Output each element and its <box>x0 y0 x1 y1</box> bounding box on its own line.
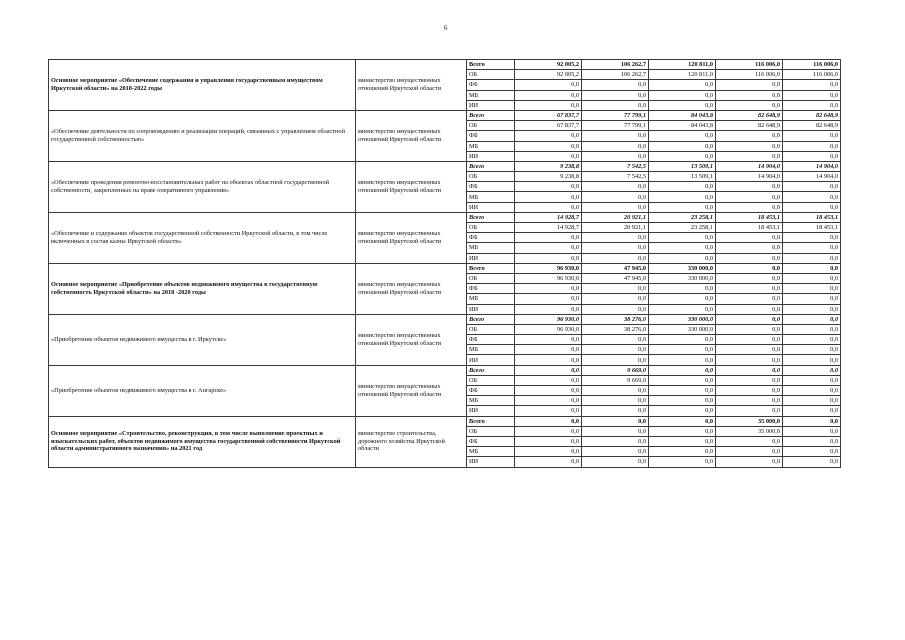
amount-cell: 14 904,0 <box>716 161 783 171</box>
measure-description: Основное мероприятие «Обеспечение содержания и управления государственным имуществом Иркутской области» на 2018-2022 годы <box>49 60 356 111</box>
amount-cell: 0,0 <box>582 345 649 355</box>
funding-source: Всего <box>467 60 515 70</box>
amount-cell: 0,0 <box>582 406 649 416</box>
funding-source: Всего <box>467 314 515 324</box>
amount-cell: 0,0 <box>515 406 582 416</box>
amount-cell: 0,0 <box>783 457 841 467</box>
amount-cell: 0,0 <box>716 131 783 141</box>
amount-cell: 20 921,1 <box>582 212 649 222</box>
amount-cell: 38 276,0 <box>582 324 649 334</box>
amount-cell: 0,0 <box>783 426 841 436</box>
funding-source: ИИ <box>467 253 515 263</box>
measure-description: «Обеспечение деятельности по сопровождению и реализации операций, связанных с управлением областной государственной собственностью» <box>49 110 356 161</box>
amount-cell: 0,0 <box>582 141 649 151</box>
amount-cell: 0,0 <box>649 396 716 406</box>
amount-cell: 0,0 <box>783 355 841 365</box>
measure-description: «Обеспечение и содержание объектов государственной собственности Иркутской области, в том числе включенных в состав казны Иркутской области» <box>49 212 356 263</box>
funding-source: ФБ <box>467 436 515 446</box>
amount-cell: 0,0 <box>515 90 582 100</box>
funding-source: МБ <box>467 345 515 355</box>
amount-cell: 82 648,9 <box>716 121 783 131</box>
amount-cell: 0,0 <box>515 416 582 426</box>
funding-source: Всего <box>467 416 515 426</box>
amount-cell: 116 006,0 <box>783 60 841 70</box>
amount-cell: 0,0 <box>783 304 841 314</box>
amount-cell: 0,0 <box>783 386 841 396</box>
amount-cell: 0,0 <box>716 386 783 396</box>
amount-cell: 0,0 <box>582 131 649 141</box>
amount-cell: 84 043,8 <box>649 110 716 120</box>
amount-cell: 0,0 <box>716 396 783 406</box>
amount-cell: 9 238,8 <box>515 161 582 171</box>
funding-source: ОБ <box>467 375 515 385</box>
amount-cell: 0,0 <box>649 100 716 110</box>
amount-cell: 38 276,0 <box>582 314 649 324</box>
amount-cell: 14 928,7 <box>515 223 582 233</box>
amount-cell: 47 945,0 <box>582 273 649 283</box>
amount-cell: 0,0 <box>515 192 582 202</box>
amount-cell: 0,0 <box>649 386 716 396</box>
amount-cell: 0,0 <box>649 304 716 314</box>
measure-description: «Приобретение объектов недвижимого имущества в г. Ангарске» <box>49 365 356 416</box>
amount-cell: 0,0 <box>582 426 649 436</box>
amount-cell: 0,0 <box>649 80 716 90</box>
amount-cell: 0,0 <box>515 80 582 90</box>
amount-cell: 23 258,1 <box>649 223 716 233</box>
amount-cell: 0,0 <box>716 273 783 283</box>
amount-cell: 9 669,0 <box>582 375 649 385</box>
measure-description: Основное мероприятие «Приобретение объектов недвижимого имущества в государственную собственность Иркутской области» на 2018 -2020 годы <box>49 263 356 314</box>
amount-cell: 0,0 <box>783 406 841 416</box>
amount-cell: 0,0 <box>783 80 841 90</box>
amount-cell: 0,0 <box>649 447 716 457</box>
funding-source: ИИ <box>467 100 515 110</box>
amount-cell: 0,0 <box>515 151 582 161</box>
amount-cell: 0,0 <box>783 202 841 212</box>
amount-cell: 0,0 <box>649 202 716 212</box>
amount-cell: 0,0 <box>783 396 841 406</box>
amount-cell: 120 811,0 <box>649 70 716 80</box>
responsible-organization: министерство имущественных отношений Иркутской области <box>356 161 467 212</box>
amount-cell: 7 542,5 <box>582 172 649 182</box>
amount-cell: 18 453,1 <box>783 223 841 233</box>
amount-cell: 0,0 <box>716 457 783 467</box>
funding-source: ОБ <box>467 70 515 80</box>
amount-cell: 0,0 <box>582 80 649 90</box>
amount-cell: 9 238,8 <box>515 172 582 182</box>
amount-cell: 120 811,0 <box>649 60 716 70</box>
amount-cell: 0,0 <box>783 243 841 253</box>
amount-cell: 0,0 <box>582 253 649 263</box>
amount-cell: 0,0 <box>783 233 841 243</box>
table-row-total <box>49 110 841 120</box>
amount-cell: 0,0 <box>515 100 582 110</box>
funding-source: ФБ <box>467 233 515 243</box>
responsible-organization: министерство имущественных отношений Иркутской области <box>356 212 467 263</box>
amount-cell: 0,0 <box>783 273 841 283</box>
amount-cell: 0,0 <box>515 253 582 263</box>
amount-cell: 0,0 <box>716 375 783 385</box>
funding-source: МБ <box>467 447 515 457</box>
amount-cell: 0,0 <box>649 151 716 161</box>
table-row-total <box>49 60 841 70</box>
amount-cell: 0,0 <box>716 100 783 110</box>
page-number: 6 <box>444 24 448 32</box>
amount-cell: 0,0 <box>716 151 783 161</box>
amount-cell: 0,0 <box>515 202 582 212</box>
funding-source: ФБ <box>467 386 515 396</box>
amount-cell: 0,0 <box>649 141 716 151</box>
amount-cell: 96 930,0 <box>515 314 582 324</box>
funding-source: МБ <box>467 90 515 100</box>
table-row-total <box>49 365 841 375</box>
amount-cell: 67 837,7 <box>515 110 582 120</box>
amount-cell: 82 648,9 <box>783 110 841 120</box>
amount-cell: 0,0 <box>582 182 649 192</box>
amount-cell: 0,0 <box>716 447 783 457</box>
amount-cell: 0,0 <box>716 233 783 243</box>
funding-source: ФБ <box>467 80 515 90</box>
amount-cell: 0,0 <box>582 100 649 110</box>
amount-cell: 0,0 <box>716 263 783 273</box>
funding-source: ОБ <box>467 223 515 233</box>
amount-cell: 0,0 <box>515 457 582 467</box>
amount-cell: 0,0 <box>582 447 649 457</box>
funding-source: Всего <box>467 161 515 171</box>
amount-cell: 0,0 <box>515 182 582 192</box>
responsible-organization: министерство имущественных отношений Иркутской области <box>356 314 467 365</box>
amount-cell: 0,0 <box>783 294 841 304</box>
amount-cell: 106 262,7 <box>582 60 649 70</box>
amount-cell: 0,0 <box>783 263 841 273</box>
amount-cell: 84 043,8 <box>649 121 716 131</box>
amount-cell: 14 928,7 <box>515 212 582 222</box>
amount-cell: 0,0 <box>716 243 783 253</box>
amount-cell: 0,0 <box>582 304 649 314</box>
amount-cell: 0,0 <box>649 284 716 294</box>
amount-cell: 0,0 <box>716 304 783 314</box>
amount-cell: 0,0 <box>649 375 716 385</box>
amount-cell: 0,0 <box>582 233 649 243</box>
amount-cell: 0,0 <box>515 243 582 253</box>
amount-cell: 0,0 <box>716 284 783 294</box>
amount-cell: 67 837,7 <box>515 121 582 131</box>
measure-description: «Приобретение объектов недвижимого имущества в г. Иркутске» <box>49 314 356 365</box>
amount-cell: 0,0 <box>649 233 716 243</box>
responsible-organization: министерство имущественных отношений Иркутской области <box>356 365 467 416</box>
funding-source: ИИ <box>467 202 515 212</box>
budget-table <box>48 59 841 468</box>
amount-cell: 0,0 <box>783 416 841 426</box>
amount-cell: 0,0 <box>783 345 841 355</box>
table-row-total <box>49 161 841 171</box>
responsible-organization: министерство имущественных отношений Иркутской области <box>356 110 467 161</box>
amount-cell: 0,0 <box>649 457 716 467</box>
funding-source: ИИ <box>467 151 515 161</box>
amount-cell: 47 945,0 <box>582 263 649 273</box>
amount-cell: 0,0 <box>515 284 582 294</box>
funding-source: ФБ <box>467 335 515 345</box>
funding-source: ИИ <box>467 406 515 416</box>
amount-cell: 0,0 <box>716 202 783 212</box>
amount-cell: 0,0 <box>582 90 649 100</box>
amount-cell: 0,0 <box>649 182 716 192</box>
amount-cell: 0,0 <box>716 141 783 151</box>
amount-cell: 0,0 <box>716 335 783 345</box>
amount-cell: 14 904,0 <box>783 172 841 182</box>
funding-source: Всего <box>467 212 515 222</box>
amount-cell: 0,0 <box>582 457 649 467</box>
responsible-organization: министерство имущественных отношений Иркутской области <box>356 263 467 314</box>
funding-source: ОБ <box>467 121 515 131</box>
amount-cell: 0,0 <box>515 396 582 406</box>
funding-source: МБ <box>467 243 515 253</box>
amount-cell: 0,0 <box>515 345 582 355</box>
amount-cell: 14 904,0 <box>783 161 841 171</box>
amount-cell: 116 006,0 <box>716 70 783 80</box>
responsible-organization: министерство строительства, дорожного хозяйства Иркутской области <box>356 416 467 467</box>
amount-cell: 116 006,0 <box>716 60 783 70</box>
amount-cell: 0,0 <box>716 182 783 192</box>
amount-cell: 0,0 <box>649 365 716 375</box>
amount-cell: 20 921,1 <box>582 223 649 233</box>
amount-cell: 14 904,0 <box>716 172 783 182</box>
amount-cell: 96 930,0 <box>515 263 582 273</box>
amount-cell: 0,0 <box>716 406 783 416</box>
funding-source: ФБ <box>467 182 515 192</box>
amount-cell: 96 930,0 <box>515 324 582 334</box>
amount-cell: 0,0 <box>649 355 716 365</box>
amount-cell: 0,0 <box>716 192 783 202</box>
funding-source: ИИ <box>467 304 515 314</box>
amount-cell: 0,0 <box>783 436 841 446</box>
funding-source: ИИ <box>467 457 515 467</box>
amount-cell: 0,0 <box>783 447 841 457</box>
amount-cell: 35 000,0 <box>716 426 783 436</box>
amount-cell: 0,0 <box>649 335 716 345</box>
amount-cell: 0,0 <box>649 345 716 355</box>
amount-cell: 0,0 <box>649 253 716 263</box>
amount-cell: 116 006,0 <box>783 70 841 80</box>
amount-cell: 0,0 <box>649 416 716 426</box>
amount-cell: 0,0 <box>582 243 649 253</box>
amount-cell: 330 000,0 <box>649 314 716 324</box>
amount-cell: 0,0 <box>649 131 716 141</box>
funding-source: ИИ <box>467 355 515 365</box>
funding-source: Всего <box>467 365 515 375</box>
amount-cell: 92 005,2 <box>515 70 582 80</box>
amount-cell: 92 005,2 <box>515 60 582 70</box>
funding-source: МБ <box>467 396 515 406</box>
amount-cell: 0,0 <box>716 80 783 90</box>
funding-source: ОБ <box>467 172 515 182</box>
amount-cell: 82 648,9 <box>783 121 841 131</box>
amount-cell: 0,0 <box>783 131 841 141</box>
funding-source: МБ <box>467 192 515 202</box>
amount-cell: 0,0 <box>582 284 649 294</box>
amount-cell: 18 453,1 <box>783 212 841 222</box>
amount-cell: 7 542,5 <box>582 161 649 171</box>
amount-cell: 0,0 <box>783 284 841 294</box>
amount-cell: 18 453,1 <box>716 223 783 233</box>
amount-cell: 0,0 <box>716 314 783 324</box>
amount-cell: 0,0 <box>716 90 783 100</box>
amount-cell: 0,0 <box>783 253 841 263</box>
amount-cell: 0,0 <box>582 396 649 406</box>
amount-cell: 18 453,1 <box>716 212 783 222</box>
amount-cell: 0,0 <box>515 365 582 375</box>
amount-cell: 0,0 <box>582 192 649 202</box>
amount-cell: 96 930,0 <box>515 273 582 283</box>
funding-source: МБ <box>467 141 515 151</box>
amount-cell: 0,0 <box>515 335 582 345</box>
amount-cell: 0,0 <box>515 375 582 385</box>
funding-source: ОБ <box>467 273 515 283</box>
amount-cell: 0,0 <box>716 253 783 263</box>
amount-cell: 0,0 <box>783 192 841 202</box>
funding-source: МБ <box>467 294 515 304</box>
amount-cell: 0,0 <box>515 426 582 436</box>
funding-source: ОБ <box>467 324 515 334</box>
amount-cell: 0,0 <box>515 447 582 457</box>
amount-cell: 0,0 <box>783 375 841 385</box>
amount-cell: 0,0 <box>716 294 783 304</box>
amount-cell: 77 799,1 <box>582 121 649 131</box>
funding-source: ОБ <box>467 426 515 436</box>
amount-cell: 0,0 <box>515 355 582 365</box>
amount-cell: 330 000,0 <box>649 273 716 283</box>
amount-cell: 0,0 <box>716 345 783 355</box>
amount-cell: 0,0 <box>582 335 649 345</box>
amount-cell: 0,0 <box>582 202 649 212</box>
amount-cell: 0,0 <box>582 294 649 304</box>
amount-cell: 13 509,1 <box>649 172 716 182</box>
amount-cell: 0,0 <box>582 151 649 161</box>
funding-source: ФБ <box>467 131 515 141</box>
amount-cell: 330 000,0 <box>649 263 716 273</box>
amount-cell: 0,0 <box>515 386 582 396</box>
amount-cell: 0,0 <box>783 314 841 324</box>
amount-cell: 330 000,0 <box>649 324 716 334</box>
amount-cell: 77 799,1 <box>582 110 649 120</box>
amount-cell: 0,0 <box>716 436 783 446</box>
responsible-organization: министерство имущественных отношений Иркутской области <box>356 60 467 111</box>
amount-cell: 35 000,0 <box>716 416 783 426</box>
amount-cell: 0,0 <box>649 90 716 100</box>
table-row-total <box>49 212 841 222</box>
amount-cell: 23 258,1 <box>649 212 716 222</box>
amount-cell: 0,0 <box>649 406 716 416</box>
amount-cell: 0,0 <box>515 436 582 446</box>
amount-cell: 13 509,1 <box>649 161 716 171</box>
measure-description: Основное мероприятие «Строительство, реконструкция, в том числе выполнение проектных и изыскательских работ, объектов недвижимого имущества государственной собственности Иркутской области административного назначения» на 2021 год <box>49 416 356 467</box>
funding-source: Всего <box>467 263 515 273</box>
amount-cell: 106 262,7 <box>582 70 649 80</box>
amount-cell: 0,0 <box>783 182 841 192</box>
amount-cell: 82 648,9 <box>716 110 783 120</box>
amount-cell: 0,0 <box>515 233 582 243</box>
amount-cell: 0,0 <box>649 243 716 253</box>
funding-source: Всего <box>467 110 515 120</box>
funding-source: ФБ <box>467 284 515 294</box>
amount-cell: 0,0 <box>582 416 649 426</box>
amount-cell: 0,0 <box>783 141 841 151</box>
amount-cell: 0,0 <box>649 192 716 202</box>
table-row-total <box>49 263 841 273</box>
table-row-total <box>49 314 841 324</box>
amount-cell: 0,0 <box>582 436 649 446</box>
table-row-total <box>49 416 841 426</box>
amount-cell: 0,0 <box>515 141 582 151</box>
amount-cell: 9 669,0 <box>582 365 649 375</box>
amount-cell: 0,0 <box>783 151 841 161</box>
amount-cell: 0,0 <box>783 335 841 345</box>
amount-cell: 0,0 <box>716 365 783 375</box>
amount-cell: 0,0 <box>783 90 841 100</box>
amount-cell: 0,0 <box>783 365 841 375</box>
amount-cell: 0,0 <box>649 294 716 304</box>
measure-description: «Обеспечение проведения ремонтно-восстановительных работ на объектах областной государственной собственности, закрепленных на праве оперативного управления» <box>49 161 356 212</box>
amount-cell: 0,0 <box>582 355 649 365</box>
amount-cell: 0,0 <box>649 436 716 446</box>
amount-cell: 0,0 <box>515 294 582 304</box>
amount-cell: 0,0 <box>515 131 582 141</box>
amount-cell: 0,0 <box>582 386 649 396</box>
amount-cell: 0,0 <box>783 324 841 334</box>
amount-cell: 0,0 <box>716 355 783 365</box>
amount-cell: 0,0 <box>716 324 783 334</box>
amount-cell: 0,0 <box>515 304 582 314</box>
amount-cell: 0,0 <box>783 100 841 110</box>
amount-cell: 0,0 <box>649 426 716 436</box>
